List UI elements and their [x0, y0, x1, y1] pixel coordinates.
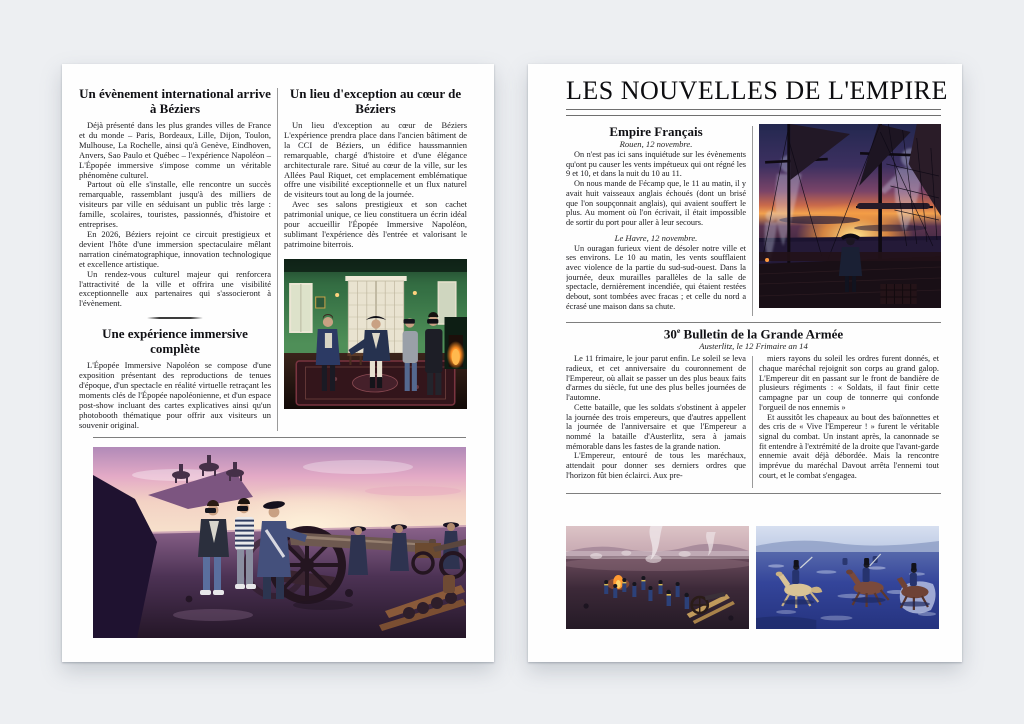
article-paragraph: Avec ses salons prestigieux et son cachet patrimonial unique, ce lieu constituera un écrin idéal pour accueillir l'Épopée Immersive Napoléon, sublimant l'expérience dès l'entrée et valorisant le patrimoine biterrois.: [284, 199, 467, 249]
article-paragraph: miers rayons du soleil les ordres furent donnés, et chaque maréchal rejoignit son corps au grand galop. L'Empereur dit en passant sur le front de bandière de plusieurs régiments : « Soldats, il faut finir cette campagne par un coup de tonnerre qui confonde l'orgueil de nos ennemis »: [759, 354, 939, 412]
empire-section: [566, 124, 941, 316]
salon-vr-illustration: [284, 259, 467, 409]
battlefield-vr-photo: [93, 447, 466, 638]
battlefield-vr-illustration: [93, 447, 466, 638]
masthead-double-rule: [566, 109, 941, 116]
section-divider-ornament: [147, 317, 203, 319]
bulletin-column-2: [759, 354, 939, 488]
article-heading-international: Un évènement international arrive à Béziers: [79, 86, 271, 116]
left-page-column-1: [79, 86, 271, 431]
article-heading-lieu: Un lieu d'exception au cœur de Béziers: [289, 86, 462, 116]
article-paragraph: Un rendez-vous culturel majeur qui renforcera l'attractivité de la ville et offrira une visibilité exceptionnelle aux partenaires qui s'associeront à l'évènement.: [79, 268, 271, 309]
article-paragraph: Le 11 frimaire, le jour parut enfin. Le soleil se leva radieux, et cet anniversaire du couronnement de l'Empereur, où allait se passer un des plus beaux faits d'armes du siècle, fut une des plus belles journées de l'automne.: [566, 354, 746, 403]
horizontal-rule: [93, 437, 466, 438]
article-paragraph: L'Épopée Immersive Napoléon se compose d'une exposition présentant des reproductions de tenues d'époque, d'un spectacle en réalité virtuelle retraçant les moments clés de l'Épopée napoléonienne, et d'un espace post-show incluant des cartes explicatives ainsi qu'un photobooth thématique pour offrir aux visiteurs un souvenir original.: [79, 360, 271, 430]
salon-vr-photo: [284, 259, 467, 409]
article-paragraph: Déjà présenté dans les plus grandes villes de France et du monde – Paris, Bordeaux, Lille, Dijon, Toulon, Mulhouse, La Rochelle, ainsi qu'à Genève, Eindhoven, Anvers, Sao Paulo et Québec – l'expérience Napoléon – L'Épopée immersive s'impose comme un véritable phénomène culturel.: [79, 120, 271, 180]
bulletin-title-rest: Bulletin de la Grande Armée: [680, 326, 844, 342]
press-page-left: [62, 64, 494, 662]
dateline-austerlitz: Austerlitz, le 12 Frimaire an 14: [699, 341, 808, 352]
article-paragraph: Cette bataille, que les soldats s'obstinent à appeler la journée des trois empereurs, que d'autres appellent la journée de l'anniversaire et que l'Empereur a nommé la bataille d'Austerlitz, sera à jamais mémorable dans les fastes de la grande nation.: [566, 402, 746, 451]
bulletin-columns: [566, 354, 941, 488]
article-paragraph: Partout où elle s'installe, elle rencontre un succès remarquable, rassemblant jusqu'à des milliers de visiteurs par ville en séduisant un public très large : famille, scolaires, touristes, passionnés, d'histoire et entreprises.: [79, 179, 271, 230]
article-paragraph: Un ouragan furieux vient de désoler notre ville et ses environs. Le 10 au matin, les vents soufflaient avec violence de la partie du sud-sud-ouest. Dans la journée, deux murailles parallèles de la salle de spectacle, dernièrement incendiée, qui étaient restées debout, sont tombées avec fracas ; et celle du nord a écrasé une maison dans sa chute.: [566, 243, 746, 311]
empire-heading: Empire Français: [609, 124, 703, 139]
article-paragraph: On nous mande de Fécamp que, le 11 au matin, il y avait huit vaisseaux anglais échoués (dont un brisé que l'on soupçonnait anglais), qui avaient souffert le plus. Au moment où l'on écrivait, il était impossible de sortir du port pour aller à leur secours.: [566, 179, 746, 227]
article-paragraph: Et aussitôt les chapeaux au bout des baïonnettes et des cris de « Vive l'Empereur ! » furent le véritable signal du combat. Un instant après, la canonnade se fit entendre à l'extrémité de la droite que l'avant-garde ennemie avait déjà débordée. Mais la rencontre imprévue du maréchal Davout arrêta l'ennemi tout court, et le combat s'engagea.: [759, 412, 939, 480]
artillery-scene-illustration: [566, 526, 749, 629]
article-paragraph: Un lieu d'exception au cœur de Béziers L'expérience prendra place dans l'ancien bâtiment de la CCI de Béziers, un édifice haussmannien remarquable, chargé d'histoire et d'une élégance architecturale rare. Situé au cœur de la ville, sur les Allées Paul Riquet, cet emplacement emblématique offre une visibilité exceptionnelle et un flux naturel de visiteurs tout au long de la journée.: [284, 120, 467, 200]
ship-scene-photo: [759, 124, 941, 308]
bulletin-number: 30: [663, 326, 677, 342]
left-page-column-2: [284, 86, 467, 431]
horizontal-rule: [566, 493, 941, 494]
column-divider: [752, 126, 753, 316]
bulletin-photo-row: [566, 526, 941, 629]
article-paragraph: L'Empereur, entouré de tous les maréchaux, attendait pour donner ses derniers ordres que l'horizon fût bien éclairci. Aux pre-: [566, 451, 746, 480]
press-page-right: [528, 64, 962, 662]
article-paragraph: On n'est pas ici sans inquiétude sur les évènements qu'ont pu causer les vents impétueux qui ont régné les 9 et 10, et dans la nuit du 10 au 11.: [566, 150, 746, 179]
article-heading-experience: Une expérience immersive complète: [102, 326, 248, 357]
left-page-columns: [79, 86, 467, 431]
bulletin-column-1: [566, 354, 746, 488]
cavalry-scene-photo: [756, 526, 939, 629]
ship-scene-illustration: [759, 124, 941, 308]
cavalry-scene-illustration: [756, 526, 939, 629]
column-divider: [752, 356, 753, 488]
empire-text-column: [566, 124, 746, 316]
dateline-rouen: Rouen, 12 novembre.: [619, 139, 693, 149]
column-divider: [277, 88, 278, 431]
bulletin-heading: [566, 323, 941, 341]
bulletin-ordinal: e: [676, 326, 681, 335]
masthead-title: LES NOUVELLES DE L'EMPIRE: [566, 76, 948, 105]
dateline-le-havre: Le Havre, 12 novembre.: [614, 232, 698, 243]
artillery-scene-photo: [566, 526, 749, 629]
article-paragraph: En 2026, Béziers rejoint ce circuit prestigieux et devient l'hôte d'une immersion spectaculaire mêlant narration cinématographique, innovation technologique et excellence artistique.: [79, 228, 271, 269]
